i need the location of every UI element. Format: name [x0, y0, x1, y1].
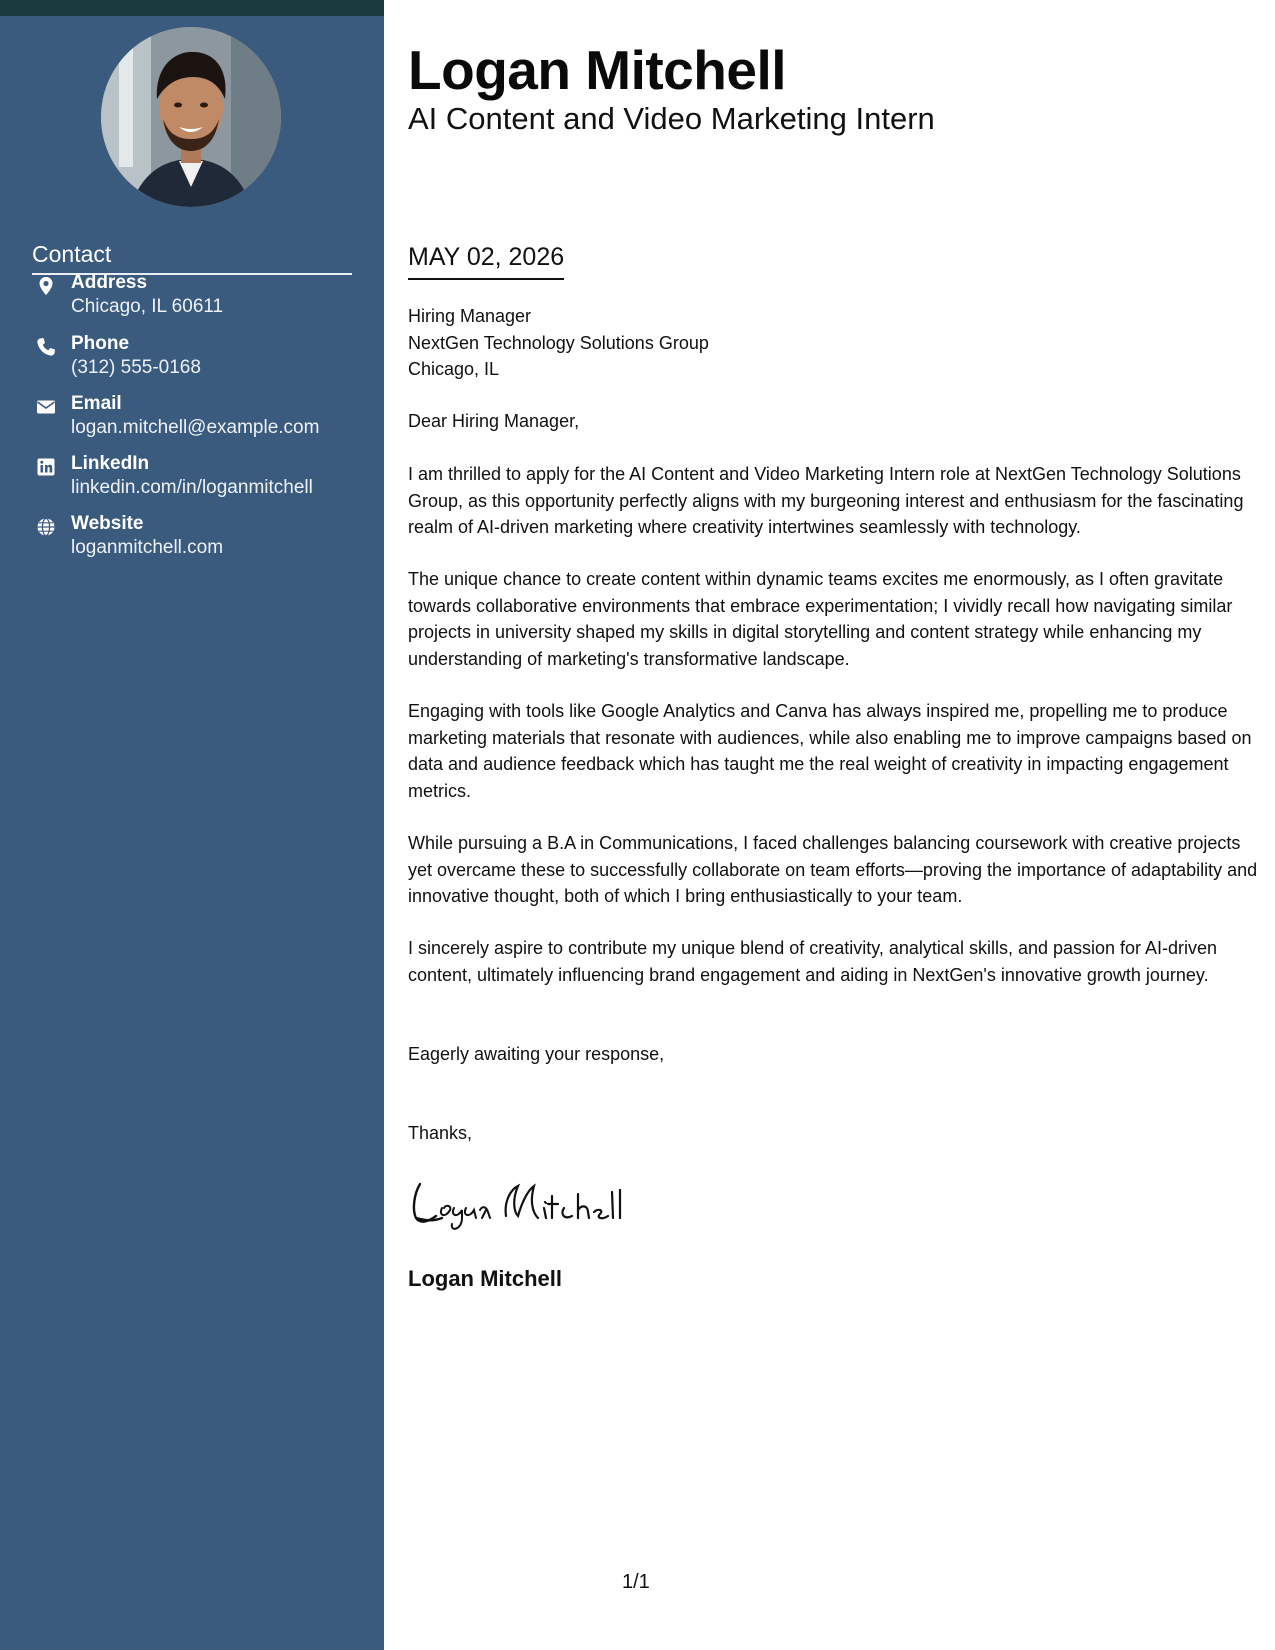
contact-label: Email	[71, 393, 122, 414]
sidebar-top-accent	[0, 0, 384, 16]
signed-name: Logan Mitchell	[408, 1266, 562, 1291]
contact-email	[32, 393, 362, 445]
contact-label: Phone	[71, 333, 130, 354]
contact-address	[32, 272, 362, 324]
profile-photo-illustration	[101, 27, 281, 207]
page-number: 1/1	[622, 1571, 650, 1593]
linkedin-value[interactable]: linkedin.com/in/loganmitchell	[71, 477, 313, 498]
contact-label: Website	[71, 513, 144, 534]
contact-label: LinkedIn	[71, 453, 150, 474]
recipient-line: NextGen Technology Solutions Group	[408, 332, 709, 353]
sidebar	[0, 16, 384, 1650]
contact-phone	[32, 333, 362, 385]
contact-label: Address	[71, 272, 148, 293]
applicant-name: Logan Mitchell	[408, 39, 786, 101]
body-paragraph: I am thrilled to apply for the AI Content and Video Marketing Intern role at NextGen Technology Solutions Group, as this opportunity perfectly aligns with my burgeoning interest and enthusiasm for the fascinating realm of AI-driven marketing where creativity intertwines seamlessly with technology.	[408, 464, 1244, 537]
profile-photo	[101, 27, 281, 207]
contact-heading: Contact	[32, 241, 352, 275]
body-paragraph: I sincerely aspire to contribute my unique blend of creativity, analytical skills, and passion for AI-driven content, ultimately influencing brand engagement and aiding in NextGen's innovative growth journey.	[408, 938, 1218, 985]
applicant-role: AI Content and Video Marketing Intern	[408, 101, 935, 136]
closing-line: Eagerly awaiting your response,	[408, 1044, 665, 1064]
body-paragraph: While pursuing a B.A in Communications, I faced challenges balancing coursework with creative projects yet overcame these to successfully collaborate on team efforts—proving the importance of adaptability and innovative thought, both of which I bring enthusiastically to your team.	[408, 833, 1258, 906]
recipient-line: Hiring Manager	[408, 306, 532, 326]
contact-website	[32, 513, 362, 565]
thanks-line: Thanks,	[408, 1123, 473, 1143]
salutation: Dear Hiring Manager,	[408, 411, 580, 431]
phone-icon	[36, 337, 56, 357]
email-value[interactable]: logan.mitchell@example.com	[71, 417, 320, 438]
linkedin-icon	[36, 457, 56, 477]
website-value[interactable]: loganmitchell.com	[71, 537, 224, 558]
handwritten-signature	[406, 1172, 646, 1234]
recipient-block	[408, 303, 709, 383]
envelope-icon	[36, 397, 56, 417]
recipient-line: Chicago, IL	[408, 359, 500, 379]
phone-value: (312) 555-0168	[71, 357, 201, 378]
address-value: Chicago, IL 60611	[71, 296, 224, 317]
body-paragraph: Engaging with tools like Google Analytics and Canva has always inspired me, propelling me to produce marketing materials that resonate with audiences, while also enabling me to improve campaigns based on data and audience feedback which has taught me the real weight of creativity in impacting engagement metrics.	[408, 701, 1252, 801]
contact-linkedin	[32, 453, 362, 505]
globe-icon	[36, 517, 56, 537]
map-pin-icon	[36, 276, 56, 296]
letter-date: MAY 02, 2026	[408, 243, 564, 280]
body-paragraph: The unique chance to create content within dynamic teams excites me enormously, as I often gravitate towards collaborative environments that embrace experimentation; I vividly recall how navigating similar projects in university shaped my skills in digital storytelling and content strategy while enhancing my understanding of marketing's transformative landscape.	[408, 569, 1233, 669]
